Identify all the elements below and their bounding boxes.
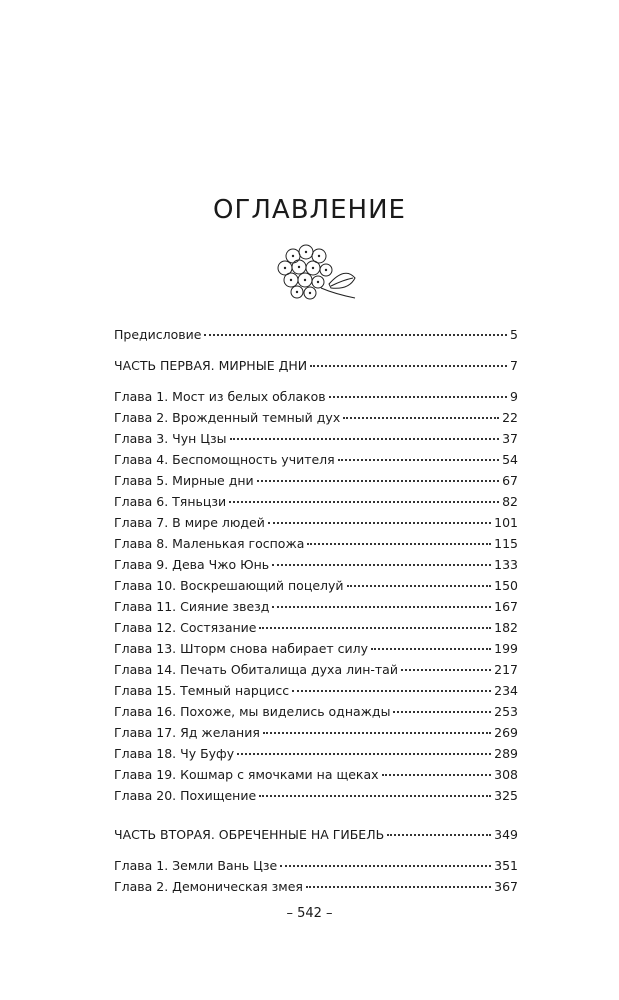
toc-entry-part-1[interactable] [114,355,518,376]
toc-entry-label: Глава 11. Сияние звезд [114,599,270,614]
toc-entry-chapter[interactable] [114,617,518,638]
toc-entry-page: 269 [494,725,518,740]
leader-dots [259,626,491,629]
toc-entry-page: 67 [502,473,518,488]
toc-entry-page: 115 [494,536,518,551]
toc-entry-chapter[interactable] [114,449,518,470]
toc-entry-chapter[interactable] [114,743,518,764]
leader-dots [338,458,499,461]
toc-entry-preface[interactable] [114,324,518,345]
toc-entry-page: 367 [494,879,518,894]
toc-entry-label: Глава 20. Похищение [114,788,257,803]
toc-entry-chapter[interactable] [114,764,518,785]
toc-entry-label: Глава 18. Чу Буфу [114,746,235,761]
toc-entry-page: 150 [494,578,518,593]
leader-dots [268,521,491,524]
toc-entry-label: Глава 13. Шторм снова набирает силу [114,641,369,656]
toc-entry-label: Глава 9. Дева Чжо Юнь [114,557,270,572]
leader-dots [401,668,491,671]
toc-entry-page: 133 [494,557,518,572]
toc-entry-label: Глава 8. Маленькая госпожа [114,536,305,551]
toc-entry-label: Глава 3. Чун Цзы [114,431,227,446]
toc-entry-label: Глава 19. Кошмар с ямочками на щеках [114,767,379,782]
leader-dots [230,437,500,440]
leader-dots [306,885,491,888]
leader-dots [272,605,491,608]
leader-dots [382,773,492,776]
leader-dots [237,752,491,755]
toc-entry-label: Глава 4. Беспомощность учителя [114,452,335,467]
toc-entry-label: Глава 16. Похоже, мы виделись однажды [114,704,391,719]
leader-dots [272,563,491,566]
toc-entry-page: 308 [494,767,518,782]
toc-entry-page: 234 [494,683,518,698]
toc-entry-page: 101 [494,515,518,530]
hydrangea-flower-icon [263,238,363,308]
toc-entry-chapter[interactable] [114,386,518,407]
toc-entry-chapter[interactable] [114,680,518,701]
leader-dots [310,364,507,367]
toc-entry-page: 82 [502,494,518,509]
leader-dots [307,542,491,545]
toc-entry-page: 199 [494,641,518,656]
toc-entry-label: Глава 1. Мост из белых облаков [114,389,326,404]
leader-dots [387,833,491,836]
leader-dots [347,584,492,587]
toc-entry-chapter[interactable] [114,855,518,876]
toc-entry-label: Глава 6. Тяньцзи [114,494,227,509]
toc-entry-label: Глава 12. Состязание [114,620,257,635]
leader-dots [263,731,491,734]
toc-entry-chapter[interactable] [114,659,518,680]
table-of-contents [114,324,518,897]
toc-entry-label: Глава 15. Темный нарцисс [114,683,290,698]
toc-entry-chapter[interactable] [114,722,518,743]
toc-entry-label: ЧАСТЬ ПЕРВАЯ. МИРНЫЕ ДНИ [114,358,308,373]
toc-entry-label: Глава 2. Врожденный темный дух [114,410,341,425]
leader-dots [257,479,499,482]
toc-entry-page: 37 [502,431,518,446]
toc-entry-page: 5 [510,327,518,342]
toc-entry-page: 22 [502,410,518,425]
toc-entry-chapter[interactable] [114,428,518,449]
toc-entry-chapter[interactable] [114,575,518,596]
toc-entry-chapter[interactable] [114,701,518,722]
toc-entry-chapter[interactable] [114,876,518,897]
toc-entry-page: 167 [494,599,518,614]
toc-entry-label: Глава 7. В мире людей [114,515,265,530]
toc-entry-page: 182 [494,620,518,635]
leader-dots [329,395,507,398]
leader-dots [343,416,499,419]
toc-entry-chapter[interactable] [114,638,518,659]
toc-entry-page: 54 [502,452,518,467]
toc-entry-page: 325 [494,788,518,803]
leader-dots [393,710,491,713]
toc-entry-page: 289 [494,746,518,761]
toc-entry-label: Глава 10. Воскрешающий поцелуй [114,578,344,593]
leader-dots [229,500,499,503]
toc-entry-label: Глава 5. Мирные дни [114,473,254,488]
toc-entry-chapter[interactable] [114,533,518,554]
toc-entry-page: 349 [494,827,518,842]
toc-entry-page: 351 [494,858,518,873]
page-number: – 542 – [286,906,333,921]
leader-dots [371,647,491,650]
toc-entry-chapter[interactable] [114,596,518,617]
toc-entry-chapter[interactable] [114,407,518,428]
toc-entry-page: 7 [510,358,518,373]
toc-entry-chapter[interactable] [114,785,518,806]
toc-entry-label: Глава 2. Демоническая змея [114,879,303,894]
leader-dots [292,689,491,692]
part-1-chapter-list [114,386,518,806]
toc-entry-label: ЧАСТЬ ВТОРАЯ. ОБРЕЧЕННЫЕ НА ГИБЕЛЬ [114,827,385,842]
toc-entry-page: 253 [494,704,518,719]
toc-entry-label: Глава 17. Яд желания [114,725,260,740]
toc-entry-label: Глава 1. Земли Вань Цзе [114,858,278,873]
toc-entry-chapter[interactable] [114,470,518,491]
toc-entry-chapter[interactable] [114,491,518,512]
toc-entry-page: 9 [510,389,518,404]
page-title: ОГЛАВЛЕНИЕ [213,195,406,225]
toc-entry-part-2[interactable] [114,824,518,845]
leader-dots [259,794,491,797]
toc-entry-page: 217 [494,662,518,677]
toc-entry-chapter[interactable] [114,512,518,533]
toc-entry-label: Глава 14. Печать Обиталища духа лин-тай [114,662,398,677]
leader-dots [204,333,507,336]
toc-entry-chapter[interactable] [114,554,518,575]
leader-dots [280,864,491,867]
toc-entry-label: Предисловие [114,327,202,342]
part-2-chapter-list [114,855,518,897]
